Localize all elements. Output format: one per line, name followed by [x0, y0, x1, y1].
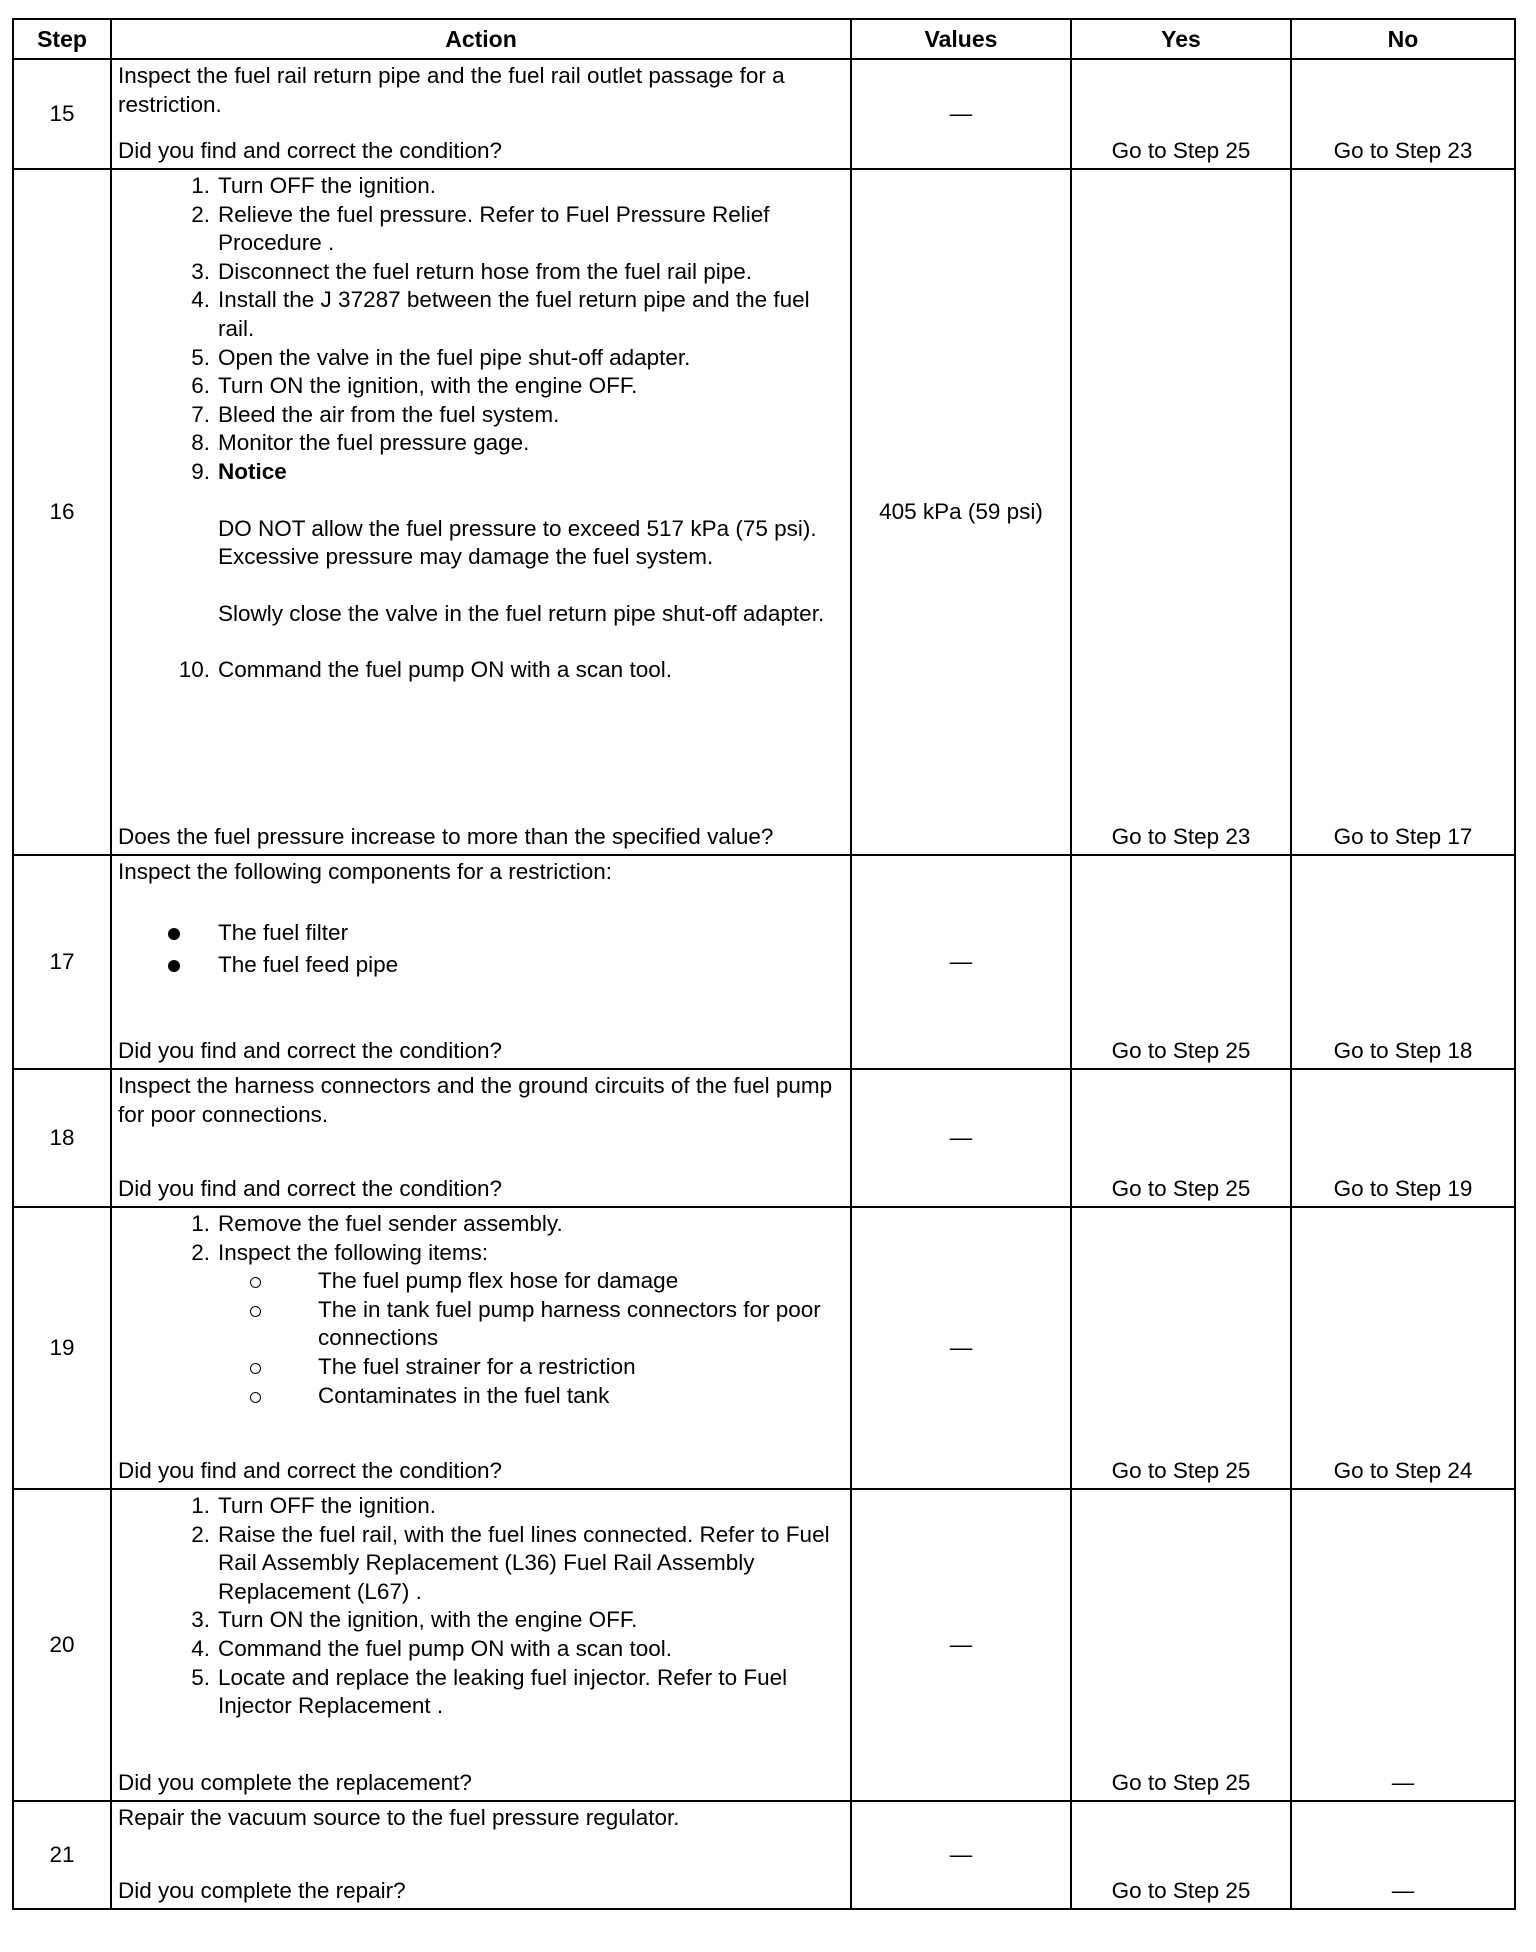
step-number: 20	[13, 1489, 111, 1801]
table-row-step-18	[13, 1069, 1515, 1207]
circle-bullet-icon	[250, 1392, 261, 1403]
step-number: 21	[13, 1801, 111, 1909]
notice-action: Slowly close the valve in the fuel return pipe shut-off adapter.	[218, 600, 825, 626]
action-cell	[111, 1801, 851, 1909]
no-cell: —	[1291, 1801, 1515, 1909]
list-item: 2. Inspect the following items: The fuel pump flex hose for damage The in tank fuel pump harness connectors for poor connections The fuel strainer for a restriction Contaminates in the fuel tank	[118, 1239, 846, 1411]
yes-cell: Go to Step 23	[1071, 169, 1291, 855]
action-question: Did you find and correct the condition?	[118, 138, 502, 164]
circle-bullet-icon	[250, 1306, 261, 1317]
list-item: 9. Notice DO NOT allow the fuel pressure to exceed 517 kPa (75 psi). Excessive pressure may damage the fuel system. Slowly close the valve in the fuel return pipe shut-off adapter.	[118, 458, 846, 656]
no-cell: Go to Step 19	[1291, 1069, 1515, 1207]
list-item: 3. Turn ON the ignition, with the engine OFF.	[191, 1607, 638, 1633]
header-action: Action	[111, 19, 851, 59]
values-cell: —	[851, 1069, 1071, 1207]
list-item: 5. Locate and replace the leaking fuel injector. Refer to Fuel Injector Replacement .	[191, 1664, 788, 1719]
circle-bullet-icon	[250, 1277, 261, 1288]
no-cell: Go to Step 23	[1291, 59, 1515, 169]
list-item: 1. Remove the fuel sender assembly.	[191, 1211, 563, 1236]
step-number: 19	[13, 1207, 111, 1489]
yes-cell: Go to Step 25	[1071, 1489, 1291, 1801]
list-item: 1. Turn OFF the ignition.	[191, 173, 437, 198]
list-item: The fuel feed pipe	[118, 951, 846, 980]
bullet-icon	[168, 928, 180, 940]
no-cell: —	[1291, 1489, 1515, 1801]
action-cell	[111, 1489, 851, 1801]
no-cell: Go to Step 24	[1291, 1207, 1515, 1489]
values-cell: 405 kPa (59 psi)	[851, 169, 1071, 855]
list-item: The fuel strainer for a restriction	[218, 1353, 846, 1382]
header-yes: Yes	[1071, 19, 1291, 59]
action-text: Inspect the harness connectors and the ground circuits of the fuel pump for poor connections.	[118, 1073, 833, 1127]
action-question: Did you find and correct the condition?	[118, 1458, 502, 1484]
table-row-step-17	[13, 855, 1515, 1069]
list-item: 8. Monitor the fuel pressure gage.	[191, 430, 530, 456]
action-question: Did you complete the replacement?	[118, 1770, 472, 1796]
action-question: Did you find and correct the condition?	[118, 1176, 502, 1202]
notice-heading: Notice	[218, 458, 287, 484]
list-item: The in tank fuel pump harness connectors for poor connections	[218, 1296, 846, 1353]
yes-cell: Go to Step 25	[1071, 1207, 1291, 1489]
action-cell	[111, 1069, 851, 1207]
values-cell: —	[851, 59, 1071, 169]
procedure-list	[118, 1210, 846, 1410]
list-item: 5. Open the valve in the fuel pipe shut-off adapter.	[191, 344, 691, 370]
yes-cell: Go to Step 25	[1071, 1069, 1291, 1207]
step-number: 18	[13, 1069, 111, 1207]
no-cell: Go to Step 18	[1291, 855, 1515, 1069]
list-item: 2. Raise the fuel rail, with the fuel lines connected. Refer to Fuel Rail Assembly Replacement (L36) Fuel Rail Assembly Replacement (L67) .	[191, 1521, 830, 1604]
action-cell	[111, 1207, 851, 1489]
circle-bullet-icon	[250, 1363, 261, 1374]
action-cell	[111, 59, 851, 169]
header-values: Values	[851, 19, 1071, 59]
list-item: The fuel filter	[118, 919, 846, 948]
action-text: Repair the vacuum source to the fuel pressure regulator.	[118, 1805, 680, 1830]
list-item: 4. Install the J 37287 between the fuel return pipe and the fuel rail.	[191, 287, 810, 341]
yes-cell: Go to Step 25	[1071, 1801, 1291, 1909]
table-row-step-20	[13, 1489, 1515, 1801]
step-number: 17	[13, 855, 111, 1069]
diagnostic-table	[12, 18, 1516, 1910]
list-item: 1. Turn OFF the ignition.	[191, 1493, 437, 1518]
table-row-step-16	[13, 169, 1515, 855]
notice-text: DO NOT allow the fuel pressure to exceed 517 kPa (75 psi). Excessive pressure may damage the fuel system.	[218, 515, 817, 570]
bullet-icon	[168, 960, 180, 972]
table-row-step-21	[13, 1801, 1515, 1909]
yes-cell: Go to Step 25	[1071, 59, 1291, 169]
action-text: Inspect the following components for a restriction:	[118, 859, 613, 884]
list-item: The fuel pump flex hose for damage	[218, 1267, 846, 1296]
list-item: Contaminates in the fuel tank	[218, 1382, 846, 1411]
list-item: 6. Turn ON the ignition, with the engine OFF.	[191, 373, 638, 399]
action-cell	[111, 169, 851, 855]
step-number: 15	[13, 59, 111, 169]
component-list	[118, 919, 846, 980]
action-cell	[111, 855, 851, 1069]
list-item: 3. Disconnect the fuel return hose from the fuel rail pipe.	[191, 258, 753, 284]
list-item: 7. Bleed the air from the fuel system.	[191, 401, 560, 427]
action-question: Does the fuel pressure increase to more than the specified value?	[118, 824, 774, 850]
action-question: Did you complete the repair?	[118, 1878, 406, 1904]
list-item: 4. Command the fuel pump ON with a scan tool.	[191, 1635, 672, 1661]
inspection-sublist	[218, 1267, 846, 1410]
table-row-step-19	[13, 1207, 1515, 1489]
header-row	[13, 19, 1515, 59]
action-question: Did you find and correct the condition?	[118, 1038, 502, 1064]
action-text: Inspect the fuel rail return pipe and the fuel rail outlet passage for a restriction.	[118, 63, 785, 117]
values-cell: —	[851, 855, 1071, 1069]
header-no: No	[1291, 19, 1515, 59]
table-row-step-15	[13, 59, 1515, 169]
yes-cell: Go to Step 25	[1071, 855, 1291, 1069]
values-cell: —	[851, 1207, 1071, 1489]
list-item: 10. Command the fuel pump ON with a scan tool.	[178, 657, 672, 683]
procedure-list	[118, 172, 846, 685]
header-step: Step	[13, 19, 111, 59]
step-number: 16	[13, 169, 111, 855]
list-item: 2. Relieve the fuel pressure. Refer to Fuel Pressure Relief Procedure .	[191, 201, 770, 256]
values-cell: —	[851, 1489, 1071, 1801]
values-cell: —	[851, 1801, 1071, 1909]
no-cell: Go to Step 17	[1291, 169, 1515, 855]
procedure-list	[118, 1492, 846, 1721]
